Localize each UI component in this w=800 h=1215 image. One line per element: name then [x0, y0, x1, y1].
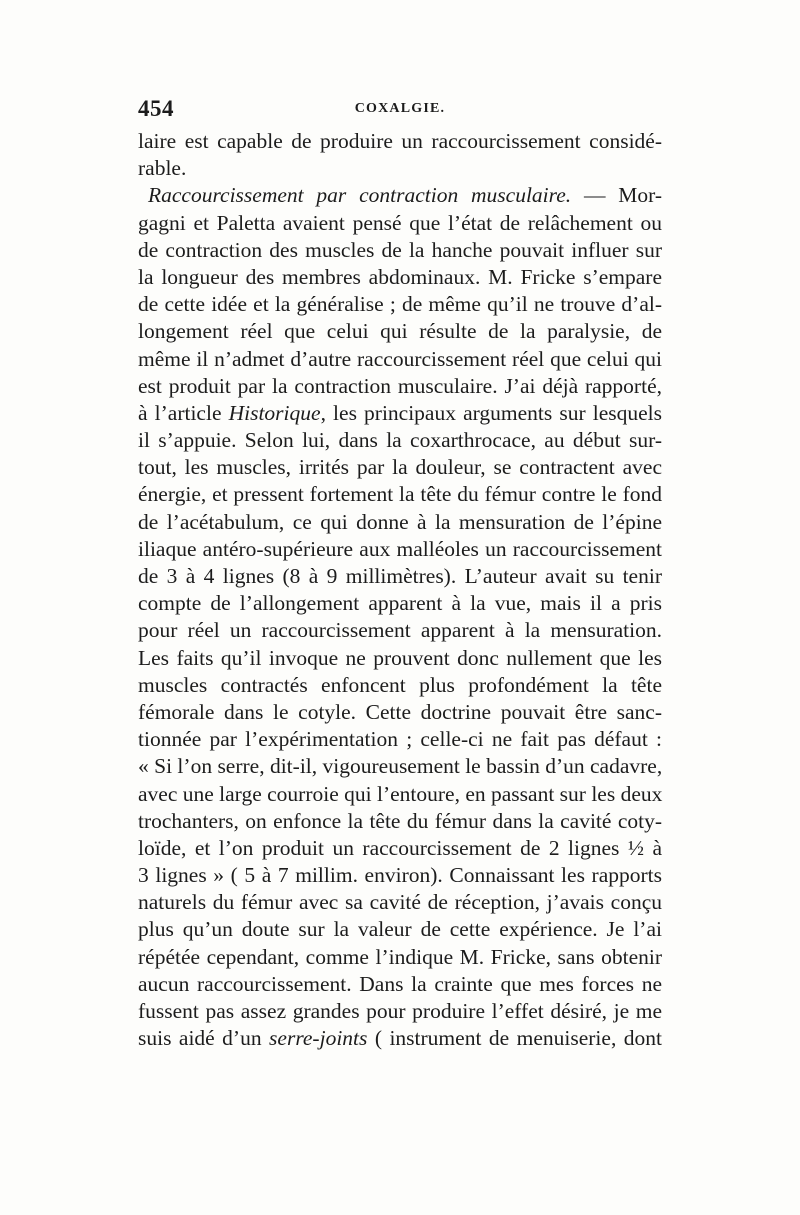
section-heading: Raccourcissement par contraction musculaire.: [148, 183, 572, 208]
body-text: [138, 128, 662, 1052]
text-line: muscles contractés enfoncent plus profondément la tête: [138, 672, 662, 697]
text-line: plus qu’un doute sur la valeur de cette expérience. Je l’ai: [138, 917, 662, 942]
section-heading-line: [138, 182, 662, 209]
text-line: est produit par la contraction musculaire. J’ai déjà rapporté,: [138, 373, 662, 398]
text-line: fémorale dans le cotyle. Cette doctrine pouvait être sanc-: [138, 699, 662, 724]
text-line: de contraction des muscles de la hanche pouvait influer sur: [138, 237, 662, 262]
text-line: la longueur des membres abdominaux. M. Fricke s’empare: [138, 264, 662, 289]
text-line: pour réel un raccourcissement apparent à la mensuration.: [138, 618, 662, 643]
text-line: de cette idée et la généralise ; de même qu’il ne trouve d’al-: [138, 292, 662, 317]
section-heading-tail: — Mor-: [571, 183, 662, 208]
running-title: COXALGIE.: [354, 101, 446, 116]
text-line: 3 lignes » ( 5 à 7 millim. environ). Connaissant les rapports: [138, 863, 662, 888]
text-line: gagni et Paletta avaient pensé que l’état de relâchement ou: [138, 210, 662, 235]
text-line: même il n’admet d’autre raccourcissement réel que celui qui: [138, 346, 662, 371]
text-line-with-italic: suis aidé d’un serre-joints ( instrument de menuiserie, dont: [138, 1026, 662, 1051]
text-line: laire est capable de produire un raccourcissement considé-: [138, 129, 662, 153]
text-line: fussent pas assez grandes pour produire l’effet désiré, je me: [138, 999, 662, 1023]
text-line: loïde, et l’on produit un raccourcissement de 2 lignes ½ à: [138, 835, 662, 860]
text-line: de l’acétabulum, ce qui donne à la mensuration de l’épine: [138, 509, 662, 534]
text-line: énergie, et pressent fortement la tête du fémur contre le fond: [138, 482, 662, 507]
italic-phrase: serre-joints: [269, 1026, 368, 1051]
text-line: compte de l’allongement apparent à la vue, mais il a pris: [138, 591, 662, 616]
text-line: répétée cependant, comme l’indique M. Fricke, sans obtenir: [138, 944, 662, 969]
text-line-with-italic: à l’article Historique, les principaux arguments sur lesquels: [138, 400, 662, 425]
text-line: tionnée par l’expérimentation ; celle-ci ne fait pas défaut :: [138, 727, 662, 752]
text-line: aucun raccourcissement. Dans la crainte que mes forces ne: [138, 971, 662, 996]
text-line: iliaque antéro-supérieure aux malléoles un raccourcissement: [138, 536, 662, 561]
text-line: « Si l’on serre, dit-il, vigoureusement le bassin d’un cadavre,: [138, 754, 663, 779]
text-line: trochanters, on enfonce la tête du fémur dans la cavité coty-: [138, 808, 662, 833]
text-line: longement réel que celui qui résulte de la paralysie, de: [138, 319, 662, 344]
text-line: rable.: [138, 156, 187, 181]
text-line: il s’appuie. Selon lui, dans la coxarthrocace, au début sur-: [138, 428, 662, 453]
text-line: de 3 à 4 lignes (8 à 9 millimètres). L’auteur avait su tenir: [138, 564, 662, 588]
running-head: [138, 96, 662, 122]
text-line: tout, les muscles, irrités par la douleur, se contractent avec: [138, 455, 662, 480]
text-line: avec une large courroie qui l’entoure, en passant sur les deux: [138, 781, 663, 806]
italic-phrase: Historique: [228, 400, 321, 425]
text-line: Les faits qu’il invoque ne prouvent donc nullement que les: [138, 645, 662, 670]
page-number: 454: [138, 96, 174, 121]
text-line: naturels du fémur avec sa cavité de réception, j’avais conçu: [138, 890, 662, 915]
